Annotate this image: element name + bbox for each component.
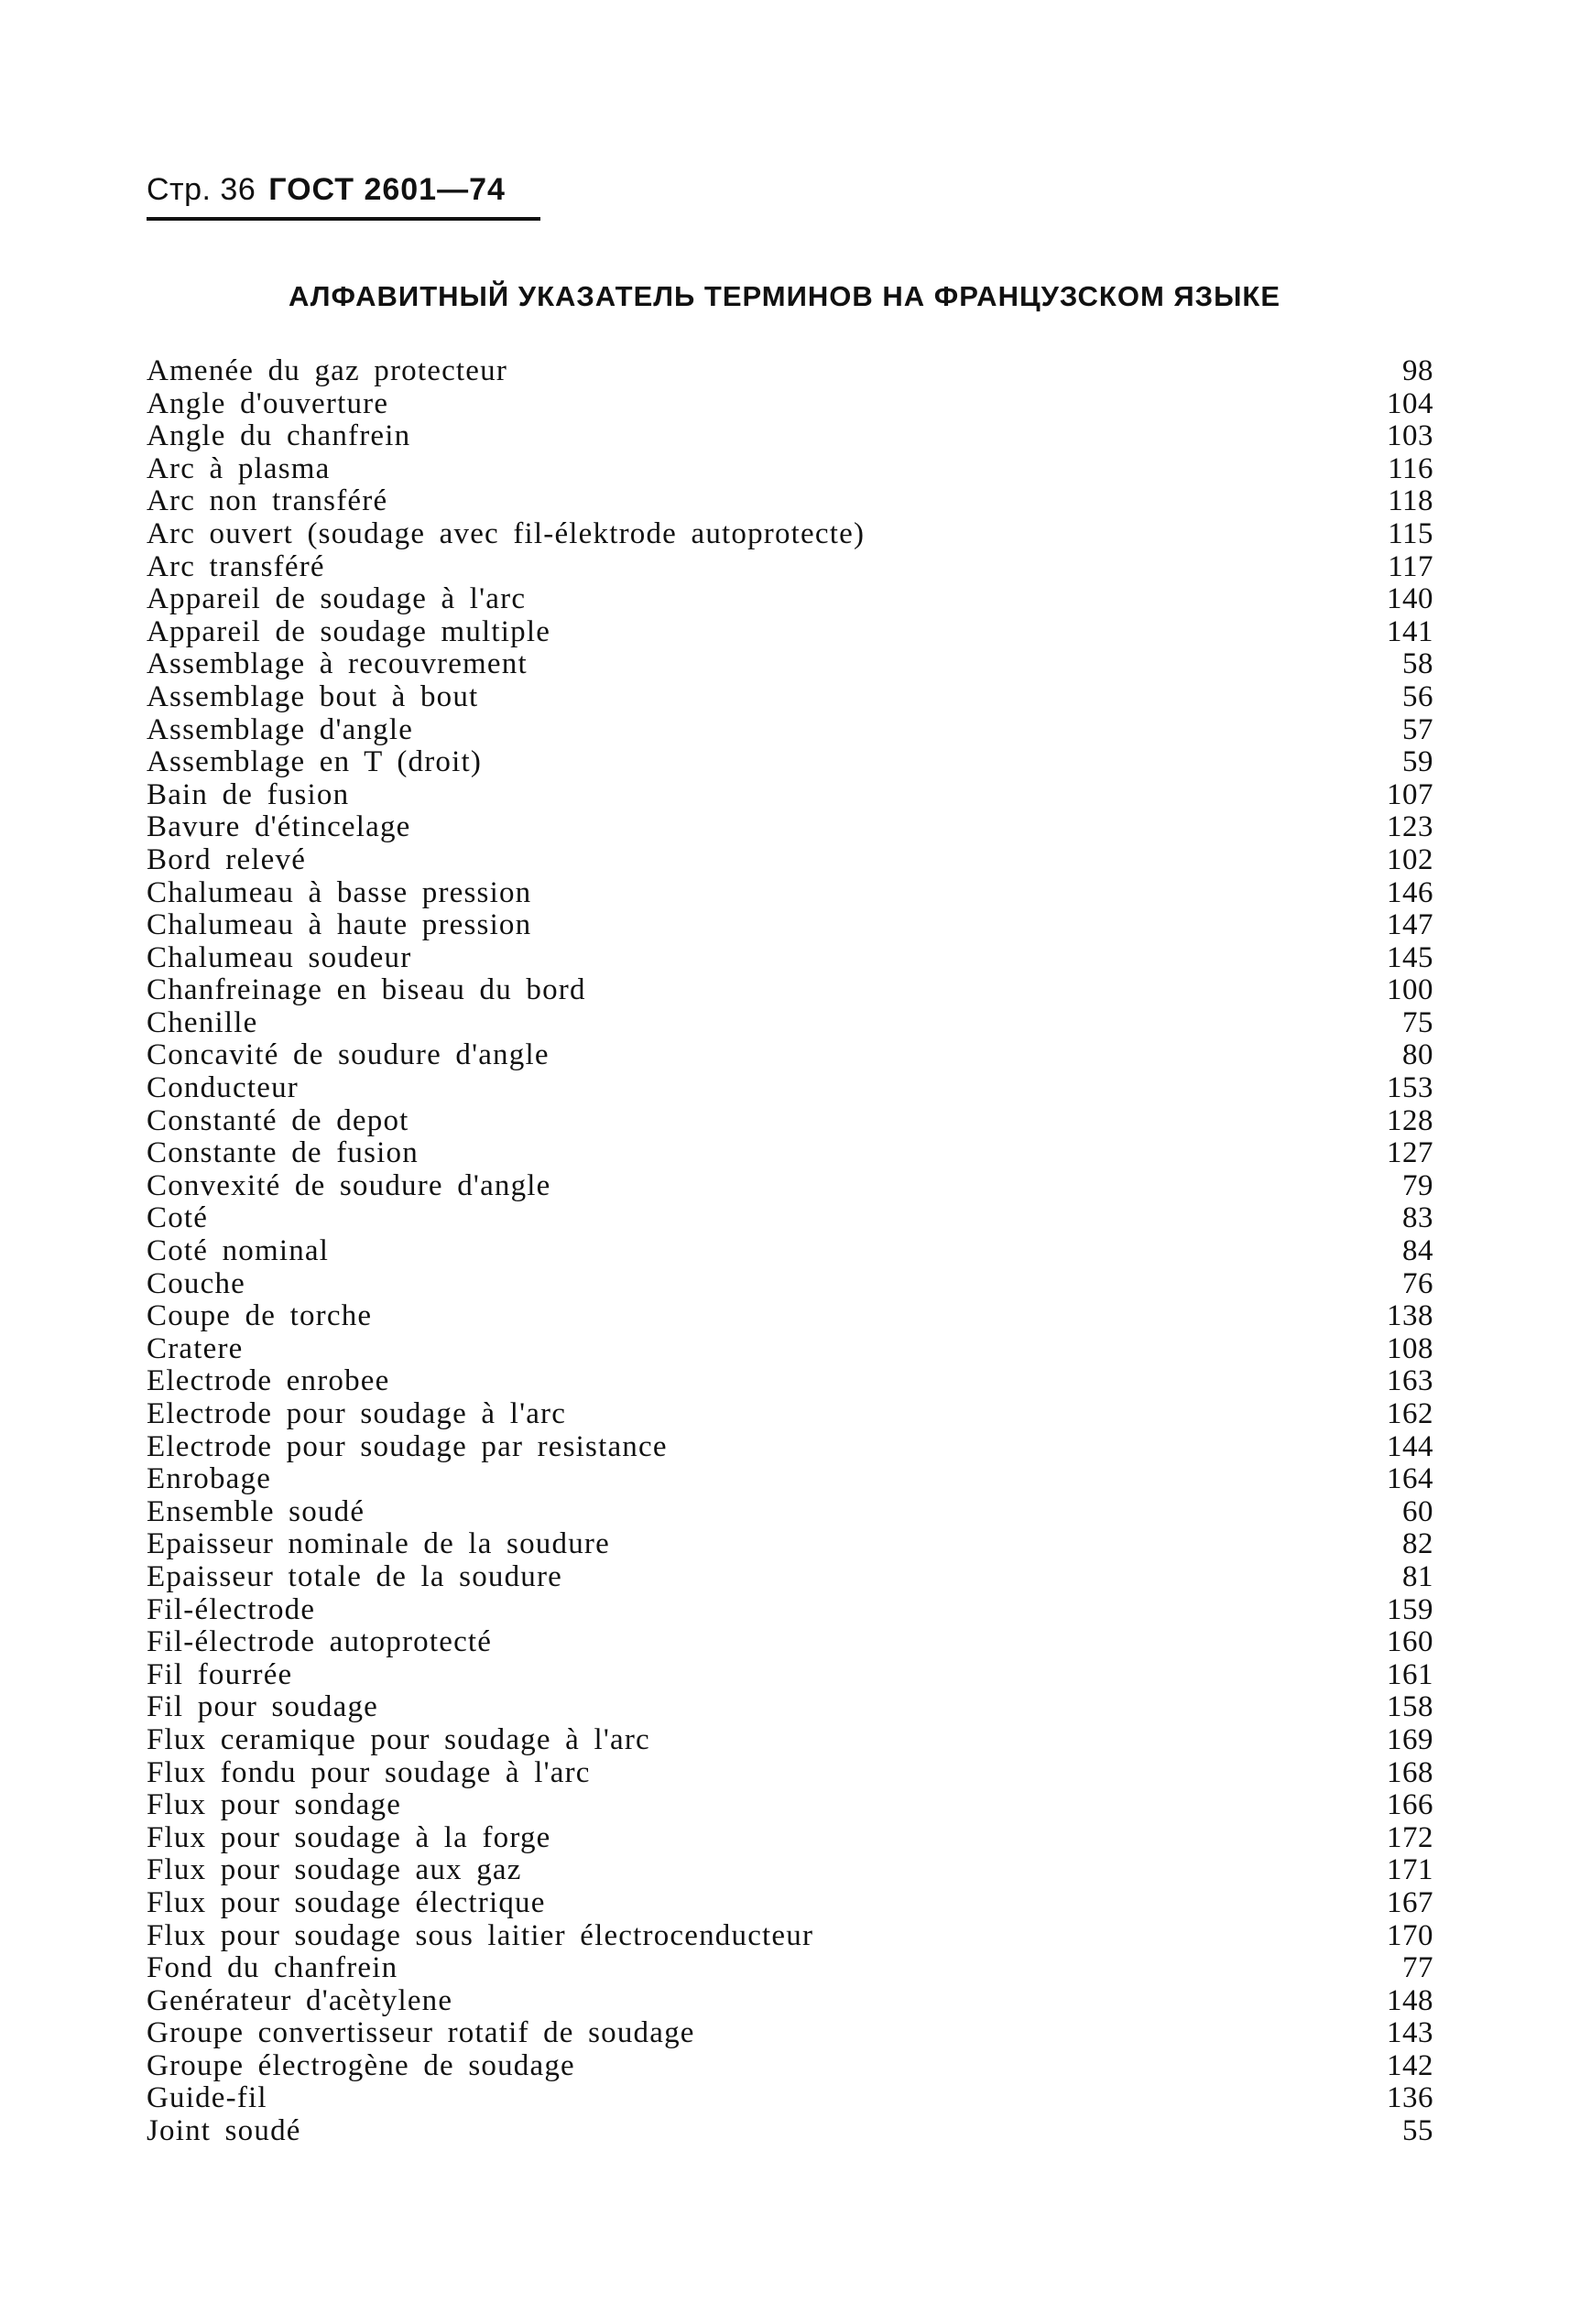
index-term: Amenée du gaz protecteur [147,354,508,387]
index-entry [147,2017,1433,2050]
index-entry [147,388,1433,421]
index-term: Epaisseur nominale de la soudure [147,1527,610,1561]
index-term: Chalumeau à basse pression [147,875,532,909]
term-number: 171 [1387,1853,1433,1887]
term-number: 104 [1387,386,1433,420]
index-term: Bord relevé [147,842,307,876]
index-term: Coupe de torche [147,1299,373,1333]
index-term: Joint soudé [147,2114,301,2148]
term-number: 59 [1402,745,1433,779]
index-entry [147,714,1433,747]
term-number: 136 [1387,2081,1433,2115]
standard-designation: ГОСТ 2601—74 [268,172,506,207]
term-number: 58 [1402,647,1433,681]
index-entry [147,2050,1433,2083]
index-term: Arc transféré [147,549,325,583]
index-term: Coté nominal [147,1234,330,1268]
term-number: 159 [1387,1592,1433,1626]
index-term: Groupe convertisseur rotatif de soudage [147,2016,695,2050]
term-number: 153 [1387,1071,1433,1105]
index-term: Coté [147,1201,209,1235]
index-entry [147,453,1433,486]
index-entry [147,518,1433,551]
term-number: 166 [1387,1788,1433,1822]
index-entry [147,1300,1433,1333]
term-number: 60 [1402,1494,1433,1528]
index-entry [147,1463,1433,1496]
index-entry [147,1691,1433,1724]
term-number: 143 [1387,2016,1433,2050]
index-term: Convexité de soudure d'angle [147,1168,551,1202]
index-entry [147,1007,1433,1040]
term-number: 84 [1402,1234,1433,1268]
index-term: Assemblage bout à bout [147,679,479,713]
term-number: 142 [1387,2048,1433,2082]
index-entry [147,1659,1433,1692]
index-entry [147,1137,1433,1170]
term-number: 163 [1387,1364,1433,1398]
index-entry [147,877,1433,910]
header-line [147,172,540,208]
index-entry [147,1170,1433,1203]
term-number: 83 [1402,1201,1433,1235]
term-number: 79 [1402,1168,1433,1202]
index-entry [147,1920,1433,1953]
index-term: Fil-électrode autoprotecté [147,1625,493,1659]
index-entry [147,681,1433,714]
term-number: 167 [1387,1885,1433,1919]
term-number: 75 [1402,1005,1433,1039]
index-entry [147,1496,1433,1529]
term-number: 56 [1402,679,1433,713]
index-term: Appareil de soudage à l'arc [147,582,527,616]
term-number: 80 [1402,1038,1433,1072]
term-number: 170 [1387,1918,1433,1952]
term-number: 103 [1387,419,1433,453]
index-entry [147,1528,1433,1561]
index-entry [147,942,1433,975]
index-term: Constanté de depot [147,1103,409,1137]
index-entry [147,1724,1433,1757]
index-term: Chalumeau à haute pression [147,908,532,942]
index-entry [147,2082,1433,2115]
index-entry [147,746,1433,779]
index-term: Appareil de soudage multiple [147,614,551,648]
index-entry [147,1398,1433,1431]
term-number: 161 [1387,1657,1433,1691]
index-entry [147,1887,1433,1920]
index-term: Chenille [147,1005,258,1039]
term-number: 77 [1402,1951,1433,1985]
index-term: Electrode enrobee [147,1364,390,1398]
index-term: Flux pour sondage [147,1788,402,1822]
page-header [147,172,540,221]
index-entry [147,779,1433,812]
index-term: Fil fourrée [147,1657,293,1691]
index-entry [147,1072,1433,1105]
index-entry [147,1594,1433,1627]
index-entry [147,420,1433,453]
term-number: 127 [1387,1136,1433,1170]
index-term: Flux pour soudage sous laitier électrocenducteur [147,1918,814,1952]
index-term: Angle d'ouverture [147,386,389,420]
term-number: 123 [1387,810,1433,844]
term-number: 82 [1402,1527,1433,1561]
index-entry [147,1431,1433,1464]
index-term: Epaisseur totale de la soudure [147,1559,563,1593]
term-number: 172 [1387,1820,1433,1854]
term-number: 144 [1387,1429,1433,1463]
index-entry [147,1268,1433,1301]
term-number: 115 [1388,516,1433,550]
index-entry [147,551,1433,584]
index-entry [147,616,1433,649]
index-entry [147,1952,1433,1985]
term-number: 81 [1402,1559,1433,1593]
index-entry [147,1789,1433,1822]
index-term: Cratere [147,1331,244,1365]
term-number: 108 [1387,1331,1433,1365]
term-number: 76 [1402,1266,1433,1300]
index-entry [147,844,1433,877]
index-term: Assemblage à recouvrement [147,647,528,681]
index-entry [147,1202,1433,1235]
index-term: Chalumeau soudeur [147,940,412,974]
index-term: Flux fondu pour soudage à l'arc [147,1755,591,1789]
index-entry [147,909,1433,942]
index-term: Arc ouvert (soudage avec fil-élektrode autoprotecte) [147,516,866,550]
index-term: Electrode pour soudage à l'arc [147,1397,567,1430]
index-entry [147,1757,1433,1790]
index-term: Guide-fil [147,2081,267,2115]
index-term: Assemblage en T (droit) [147,745,483,779]
index-term: Conducteur [147,1071,299,1105]
index-term: Genérateur d'acètylene [147,1983,453,2017]
index-term: Groupe électrogène de soudage [147,2048,575,2082]
index-term: Flux ceramique pour soudage à l'arc [147,1722,650,1756]
index-entry [147,2115,1433,2148]
index-entry [147,583,1433,616]
index-term: Electrode pour soudage par resistance [147,1429,668,1463]
term-number: 160 [1387,1625,1433,1659]
index-term: Chanfreinage en biseau du bord [147,973,586,1007]
index-term: Bavure d'étincelage [147,810,411,844]
term-number: 107 [1387,777,1433,811]
term-number: 147 [1387,908,1433,942]
index-entry [147,1365,1433,1398]
index-term: Concavité de soudure d'angle [147,1038,550,1072]
index-entry [147,1561,1433,1594]
index-entry [147,1039,1433,1072]
page-number: Стр. 36 [147,172,256,207]
index-entry [147,974,1433,1007]
term-number: 146 [1387,875,1433,909]
index-term: Angle du chanfrein [147,419,411,453]
term-number: 164 [1387,1462,1433,1496]
index-term: Flux pour soudage aux gaz [147,1853,522,1887]
term-number: 55 [1402,2114,1433,2148]
term-number: 118 [1388,484,1433,518]
term-number: 158 [1387,1690,1433,1724]
term-number: 98 [1402,354,1433,387]
index-term: Bain de fusion [147,777,350,811]
index-entry [147,1105,1433,1138]
term-number: 141 [1387,614,1433,648]
index-entry [147,1854,1433,1887]
term-number: 57 [1402,712,1433,746]
index-entry [147,1626,1433,1659]
index-term: Couche [147,1266,246,1300]
header-divider [147,217,540,221]
index-term: Arc à plasma [147,451,331,485]
term-number: 140 [1387,582,1433,616]
index-entry [147,1822,1433,1855]
index-term: Ensemble soudé [147,1494,365,1528]
index-entry [147,1333,1433,1366]
index-entry [147,485,1433,518]
index-term: Flux pour soudage électrique [147,1885,546,1919]
index-title: АЛФАВИТНЫЙ УКАЗАТЕЛЬ ТЕРМИНОВ НА ФРАНЦУЗСКОМ ЯЗЫКЕ [288,280,1281,312]
index-term: Fil pour soudage [147,1690,379,1724]
term-number: 138 [1387,1299,1433,1333]
term-number: 128 [1387,1103,1433,1137]
index-term: Arc non transféré [147,484,388,518]
index-entry [147,355,1433,388]
index-term: Fond du chanfrein [147,1951,398,1985]
term-number: 162 [1387,1397,1433,1430]
index-entry [147,811,1433,844]
term-number: 169 [1387,1722,1433,1756]
term-number: 117 [1388,549,1433,583]
index-term: Assemblage d'angle [147,712,414,746]
term-number: 148 [1387,1983,1433,2017]
index-term: Constante de fusion [147,1136,419,1170]
term-number: 116 [1388,451,1433,485]
term-number: 102 [1387,842,1433,876]
term-number: 100 [1387,973,1433,1007]
index-entry [147,648,1433,681]
term-index-list [147,355,1433,2148]
index-term: Fil-électrode [147,1592,316,1626]
term-number: 145 [1387,940,1433,974]
term-number: 168 [1387,1755,1433,1789]
index-entry [147,1985,1433,2018]
index-entry [147,1235,1433,1268]
index-term: Enrobage [147,1462,272,1496]
index-term: Flux pour soudage à la forge [147,1820,551,1854]
